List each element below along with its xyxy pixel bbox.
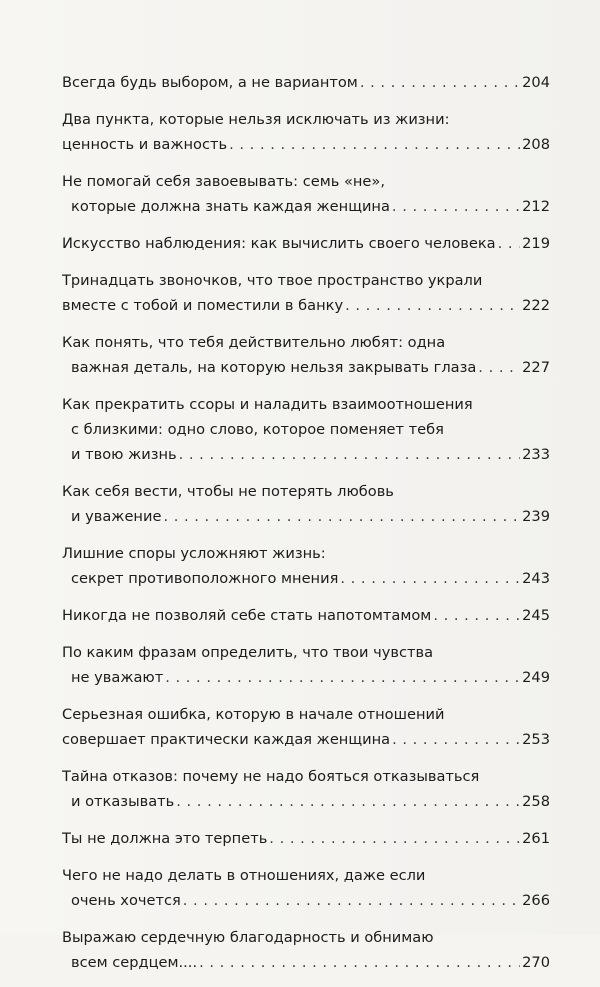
page-number: 222	[522, 297, 550, 314]
toc-entry	[62, 479, 550, 529]
toc-entry-leader-line	[62, 826, 550, 851]
toc-entry-leader-line	[62, 132, 550, 157]
dot-leader	[478, 355, 520, 380]
toc-entry-title-line: Как себя вести, чтобы не потерять любовь	[62, 483, 394, 500]
toc-entry-leader-line	[62, 665, 550, 690]
toc-entry	[62, 640, 550, 690]
dot-leader	[498, 231, 520, 256]
toc-entry-title-line: Лишние споры усложняют жизнь:	[62, 545, 326, 562]
toc-entry-title-line: очень хочется	[71, 892, 181, 909]
toc-entry	[62, 764, 550, 814]
toc-entry	[62, 70, 550, 95]
dot-leader	[345, 293, 520, 318]
toc-entry-title-line: Как прекратить ссоры и наладить взаимоотношения	[62, 396, 473, 413]
toc-entry-leader-line	[62, 789, 550, 814]
dot-leader	[165, 665, 520, 690]
toc-entry-leader-line	[62, 442, 550, 467]
toc-entry	[62, 603, 550, 628]
toc-entry	[62, 231, 550, 256]
page-number: 208	[522, 136, 550, 153]
toc-entry-title-line: Ты не должна это терпеть	[62, 830, 268, 847]
page-number: 261	[522, 830, 550, 847]
page-number: 219	[522, 235, 550, 252]
toc-entry-title-line: Как понять, что тебя действительно любят: одна	[62, 334, 446, 351]
toc-entry-leader-line	[62, 293, 550, 318]
dot-leader	[199, 950, 520, 975]
toc-entry	[62, 702, 550, 752]
toc-entry-title-line: Всегда будь выбором, а не вариантом	[62, 74, 358, 91]
page-number: 266	[522, 892, 550, 909]
dot-leader	[269, 826, 520, 851]
toc-entry-title-line: которые должна знать каждая женщина	[71, 198, 390, 215]
page-number: 227	[522, 359, 550, 376]
table-of-contents	[62, 70, 550, 987]
page-number: 204	[522, 74, 550, 91]
toc-entry-leader-line	[62, 70, 550, 95]
toc-entry-leader-line	[62, 950, 550, 975]
toc-entry-leader-line	[62, 603, 550, 628]
page-number: 245	[522, 607, 550, 624]
toc-entry-title-line: вместе с тобой и поместили в банку	[62, 297, 344, 314]
dot-leader	[392, 727, 520, 752]
dot-leader	[176, 789, 520, 814]
toc-entry-title-line: совершает практически каждая женщина	[62, 731, 391, 748]
toc-entry-title-line: Тайна отказов: почему не надо бояться отказываться	[62, 768, 480, 785]
toc-entry	[62, 330, 550, 380]
page-number: 212	[522, 198, 550, 215]
toc-entry-leader-line	[62, 355, 550, 380]
toc-entry-title-line: секрет противоположного мнения	[71, 570, 339, 587]
toc-entry-title-line: Выражаю сердечную благодарность и обнимаю	[62, 929, 434, 946]
toc-entry-leader-line	[62, 194, 550, 219]
toc-entry-title-line: Искусство наблюдения: как вычислить своего человека	[62, 235, 496, 252]
toc-entry-title-line: Серьезная ошибка, которую в начале отношений	[62, 706, 445, 723]
toc-entry-leader-line	[62, 888, 550, 913]
toc-entry	[62, 541, 550, 591]
toc-entry	[62, 268, 550, 318]
toc-entry-title-line: и твою жизнь	[71, 446, 177, 463]
page-number: 270	[522, 954, 550, 971]
toc-entry-leader-line	[62, 504, 550, 529]
page-number: 258	[522, 793, 550, 810]
toc-entry-leader-line	[62, 727, 550, 752]
dot-leader	[433, 603, 520, 628]
toc-entry-title-line: всем сердцем....	[71, 954, 198, 971]
toc-entry-title-line: и отказывать	[71, 793, 175, 810]
page-number: 233	[522, 446, 550, 463]
toc-entry	[62, 863, 550, 913]
toc-entry-title-line: Не помогай себя завоевывать: семь «не»,	[62, 173, 385, 190]
page-number: 253	[522, 731, 550, 748]
toc-entry-title-line: и уважение	[71, 508, 162, 525]
toc-entry-title-line: не уважают	[71, 669, 164, 686]
toc-entry-title-line: Тринадцать звоночков, что твое пространство украли	[62, 272, 483, 289]
toc-entry-title-line: Чего не надо делать в отношениях, даже если	[62, 867, 426, 884]
toc-entry	[62, 107, 550, 157]
toc-entry-leader-line	[62, 566, 550, 591]
toc-entry	[62, 925, 550, 975]
toc-entry-title-line: По каким фразам определить, что твои чувства	[62, 644, 434, 661]
dot-leader	[340, 566, 520, 591]
toc-entry-title-line: Никогда не позволяй себе стать напотомтамом	[62, 607, 432, 624]
dot-leader	[183, 888, 520, 913]
toc-entry-title-line: Два пункта, которые нельзя исключать из жизни:	[62, 111, 450, 128]
dot-leader	[360, 70, 520, 95]
page-number: 239	[522, 508, 550, 525]
toc-entry-leader-line	[62, 231, 550, 256]
dot-leader	[229, 132, 520, 157]
dot-leader	[163, 504, 520, 529]
dot-leader	[392, 194, 520, 219]
page-number: 249	[522, 669, 550, 686]
toc-entry-title-line: ценность и важность	[62, 136, 228, 153]
dot-leader	[179, 442, 520, 467]
toc-entry-title-line: важная деталь, на которую нельзя закрывать глаза	[71, 359, 477, 376]
toc-entry-title-line: с близкими: одно слово, которое поменяет тебя	[71, 421, 444, 438]
toc-entry	[62, 169, 550, 219]
toc-entry	[62, 826, 550, 851]
page-number: 243	[522, 570, 550, 587]
toc-entry	[62, 392, 550, 467]
